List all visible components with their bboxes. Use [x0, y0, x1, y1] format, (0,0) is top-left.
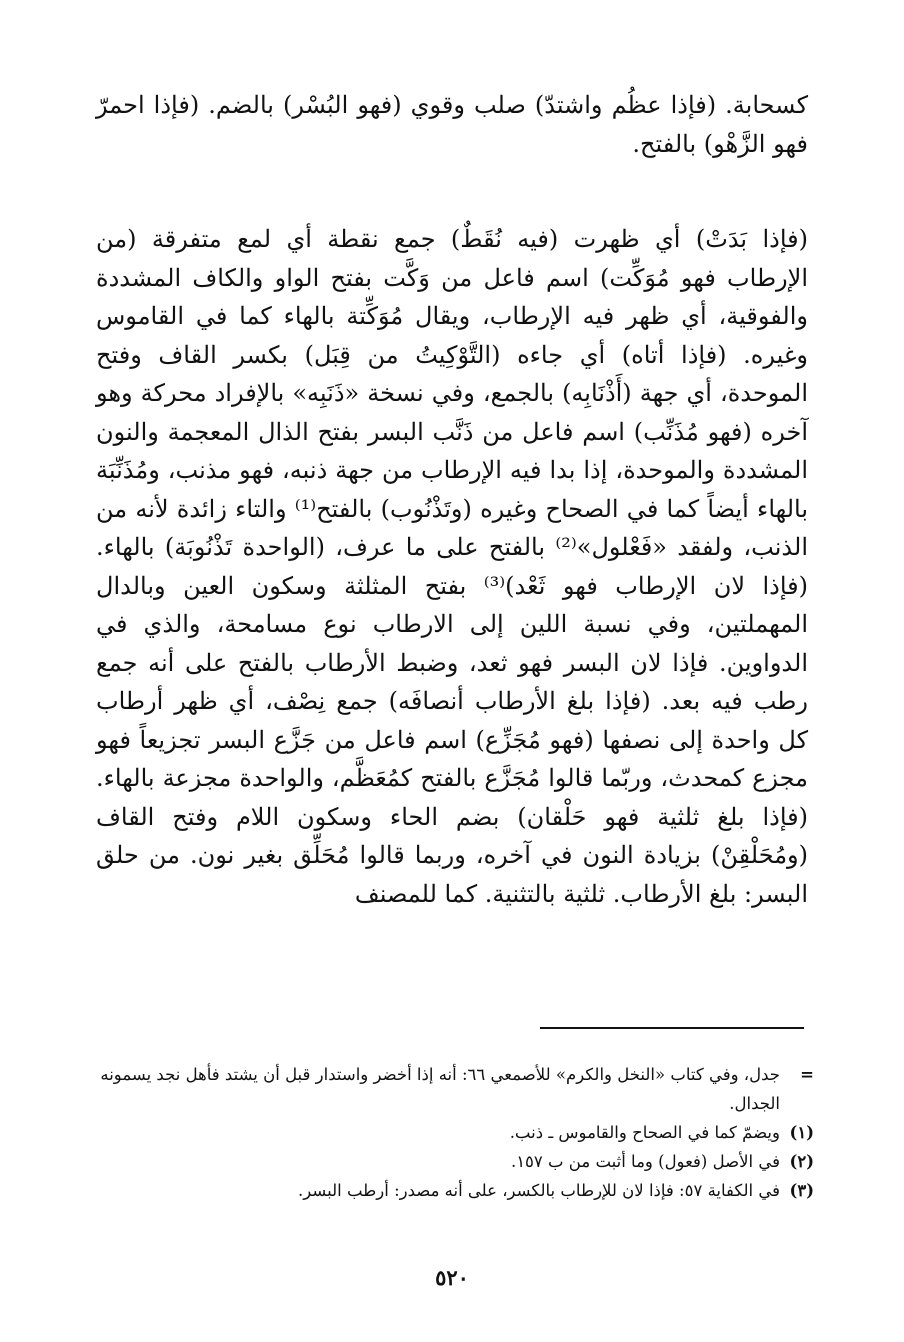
footnote-item — [92, 1147, 814, 1176]
footnote-text: في الكفاية ٥٧: فإذا لان للإرطاب بالكسر، على أنه مصدر: أرطب البسر. — [298, 1181, 780, 1200]
paragraph-continuation: كسحابة. (فإذا عظُم واشتدّ) صلب وقوي (فهو البُسْر) بالضم. (فإذا احمرّ فهو الزَّهْو) بالفتح. — [96, 91, 808, 158]
footnote-text: في الأصل (فعول) وما أثبت من ب ١٥٧. — [510, 1152, 780, 1171]
footnote-mark: (٣) — [789, 1181, 814, 1200]
footnote-item — [92, 1176, 814, 1205]
footnote-text: ويضمّ كما في الصحاح والقاموس ـ ذنب. — [509, 1123, 780, 1142]
footnote-text: جدل، وفي كتاب «النخل والكرم» للأصمعي ٦٦: أنه إذا أخضر واستدار قبل أن يشتد فأهل نجد يسمونه الجدال. — [100, 1065, 780, 1113]
footnote-item — [92, 1118, 814, 1147]
footnote-separator — [540, 1027, 804, 1029]
footnote-mark: = — [800, 1065, 814, 1084]
footnotes-list — [92, 1060, 814, 1205]
footnote-item — [92, 1060, 814, 1118]
footnote-mark: (١) — [789, 1123, 814, 1142]
footnote-mark: (٢) — [789, 1152, 814, 1171]
page-number: ٥٢٠ — [435, 1265, 469, 1290]
paragraph-main: (فإذا بَدَتْ) أي ظهرت (فيه نُقَطٌ) جمع نقطة أي لمع متفرقة (من الإرطاب فهو مُوَكِّت) اسم فاعل من وَكَّت بفتح الواو والكاف المشددة والفوقية، أي ظهر فيه الإرطاب، ويقال مُوَكِّتة بالهاء كما في القاموس وغيره. (فإذا أتاه) أي جاءه (التَّوْكِيتُ من قِبَل) بكسر القاف وفتح الموحدة، أي جهة (أَذْنَابِه) بالجمع، وفي نسخة «ذَنَبِه» بالإفراد محركة وهو آخره (فهو مُذَنِّب) اسم فاعل من ذَنَّب البسر بفتح الذال المعجمة والنون المشددة والموحدة، إذا بدا فيه الإرطاب من جهة ذنبه، فهو مذنب، ومُذَنِّبَة بالهاء أيضاً كما في الصحاح وغيره (وتَذْنُوب) بالفتح⁽¹⁾ والتاء زائدة لأنه من الذنب، ولفقد «فَعْلول»⁽²⁾ بالفتح على ما عرف، (الواحدة تَذْنُوبَة) بالهاء. (فإذا لان الإرطاب فهو ثَعْد)⁽³⁾ بفتح المثلثة وسكون العين وبالدال المهملتين، وفي نسبة اللين إلى الارطاب نوع مسامحة، والذي في الدواوين. فإذا لان البسر فهو ثعد، وضبط الأرطاب بالفتح على أنه جمع رطب فيه بعد. (فإذا بلغ الأرطاب أنصافَه) جمع نِصْف، أي ظهر أرطاب كل واحدة إلى نصفها (فهو مُجَزِّع) اسم فاعل من جَزَّع البسر تجزيعاً فهو مجزع كمحدث، وربّما قالوا مُجَزَّع بالفتح كمُعَظَّم، والواحدة مجزعة بالهاء. (فإذا بلغ ثلثية فهو حَلْقان) بضم الحاء وسكون اللام وفتح القاف (ومُحَلْقِنْ) بزيادة النون في آخره، وربما قالوا مُحَلِّق بغير نون. من حلق البسر: بلغ الأرطاب. ثلثية بالتثنية. كما للمصنف — [96, 225, 809, 908]
